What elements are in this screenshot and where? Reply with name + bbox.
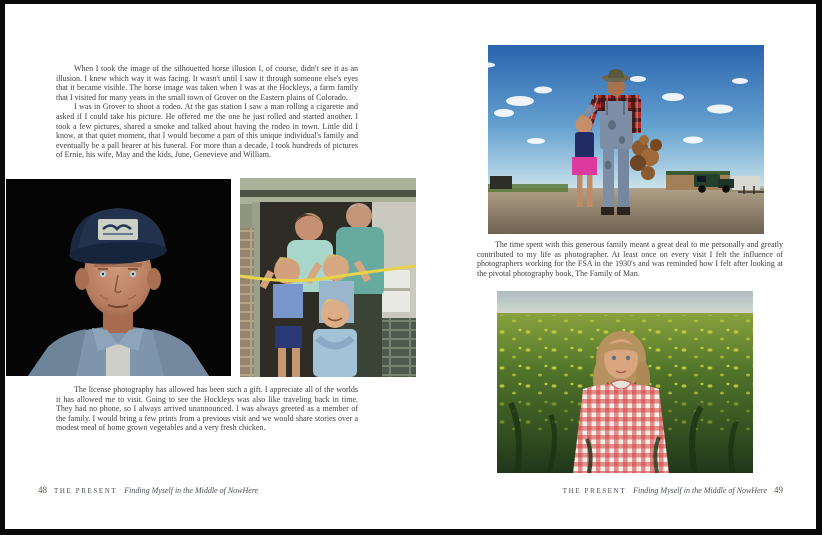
paragraph: The time spent with this generous family meant a great deal to me personally and greatly contributed to my life as photographer. At least once on every visit I felt the influence of photographers working for the FSA in the 1930's and was reminded how I felt after looking at the pivotal photography book, The Family of Man. xyxy=(477,240,783,278)
page-number-left: 48 xyxy=(38,485,47,495)
left-page-text-block-bottom xyxy=(56,385,358,433)
footer-book-title: Finding Myself in the Middle of NowHere xyxy=(633,486,767,495)
left-page-text-block-top xyxy=(56,64,358,160)
photo-farm-yard xyxy=(488,45,764,234)
footer-book-title: Finding Myself in the Middle of NowHere xyxy=(124,486,259,495)
paragraph: The license photography has allowed has been such a gift. I appreciate all of the worlds it has allowed me to visit. Going to see the Hockleys was also like traveling back in time. They had no phone, so I always arrived unannounced. I was always greeted as a member of the family. I would bring a few prints from a previous visit and we would share stories over a modest meal of home grown vegetables and a very fresh chicken. xyxy=(56,385,358,433)
photo-girl-in-field xyxy=(497,291,753,473)
paragraph: When I took the image of the silhouetted horse illusion I, of course, didn't see it as an illusion. I knew which way it was facing. It wasn't until I saw it through someone else's eyes that it became visible. The horse image was taken when I was at the Hockleys, a farm family that I visited for many years in the small town of Grover on the Eastern plains of Colorado. xyxy=(56,64,358,102)
photo-family-group xyxy=(240,178,416,377)
footer-section-title: THE PRESENT xyxy=(54,487,118,495)
right-page-text-block xyxy=(477,240,783,278)
paragraph: I was in Grover to shoot a rodeo. At the gas station I saw a man rolling a cigarette and asked if I could take his picture. He offered me the one he just rolled and started another. I took a few pictures, shared a smoke and talked about having the rodeo in town. Little did I know, at that quiet moment, that I would become a part of this unique individual's family and eventually be a pall bearer at his funeral. For more than a decade, I took hundreds of pictures of Ernie, his wife, May and the kids, June, Genevieve and William. xyxy=(56,102,358,160)
page-number-right: 49 xyxy=(774,485,783,495)
photo-ernie-portrait xyxy=(6,179,231,376)
footer-section-title: THE PRESENT xyxy=(562,487,627,495)
footer-right xyxy=(477,485,783,495)
footer-left xyxy=(38,485,258,495)
